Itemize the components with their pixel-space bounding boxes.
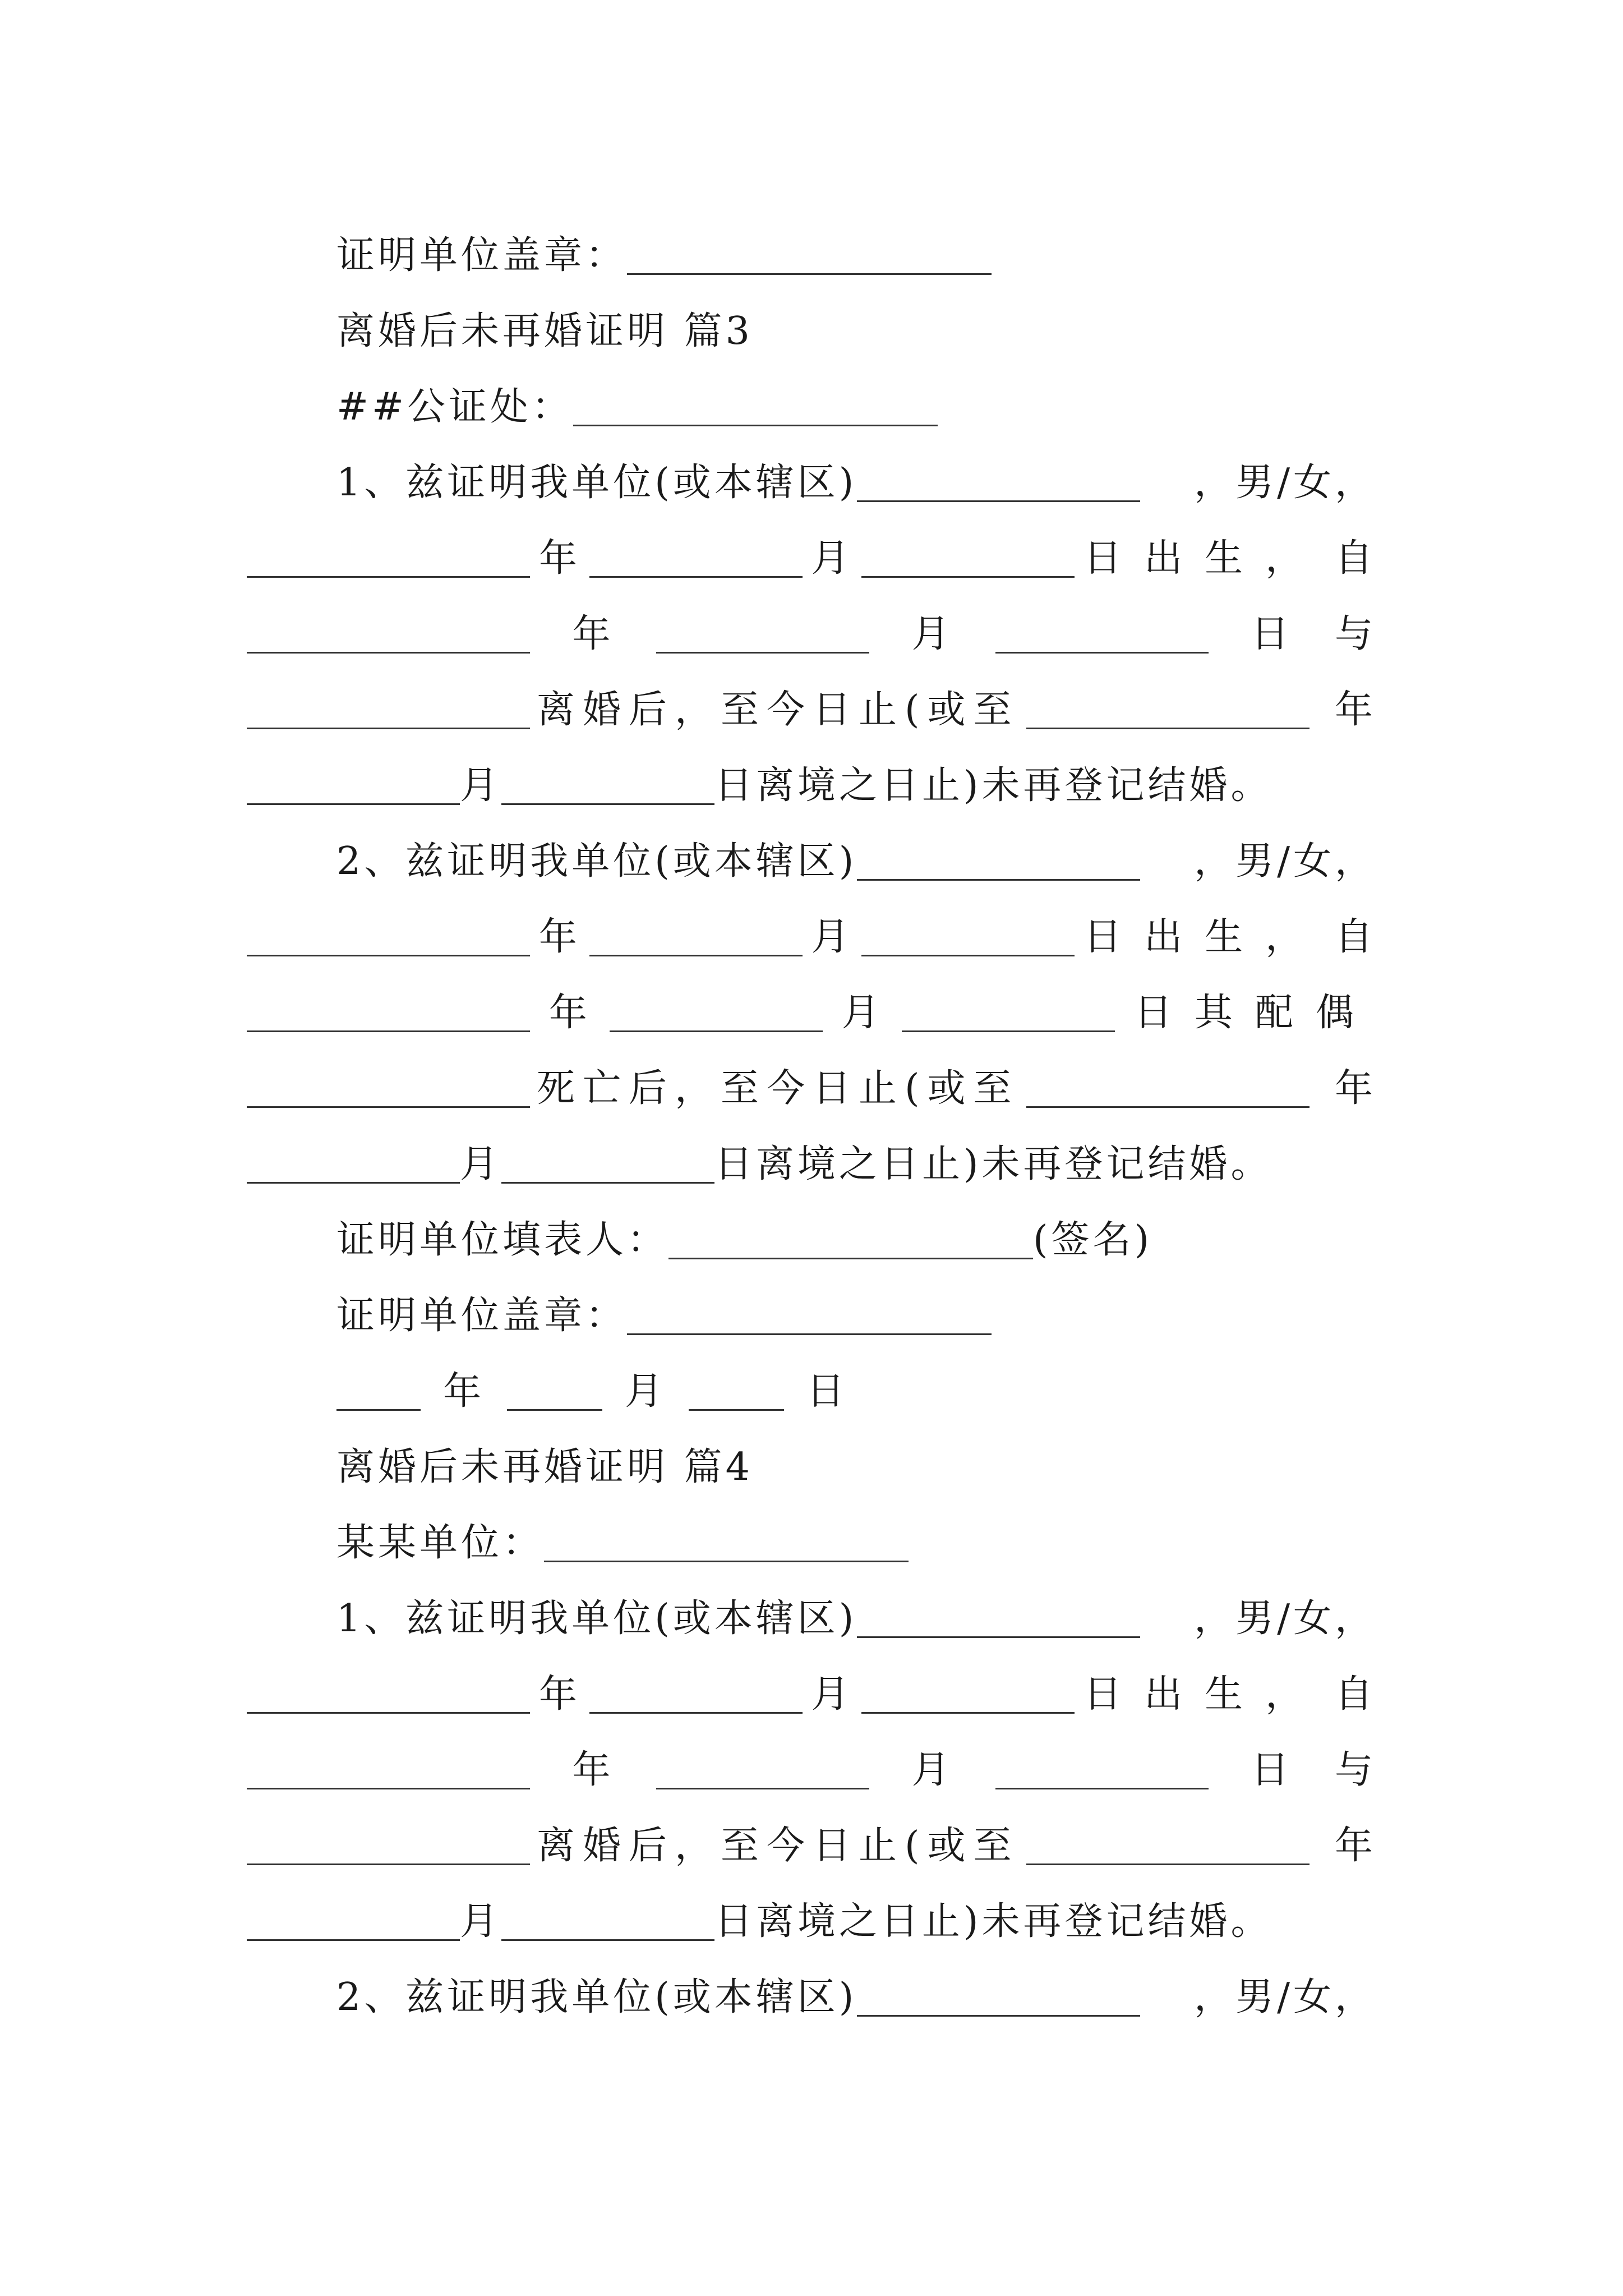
date-year-blank[interactable] bbox=[336, 1377, 421, 1411]
item1-line3 bbox=[247, 592, 1376, 654]
s4-item1-spouse-blank[interactable] bbox=[247, 1831, 530, 1865]
item1-gender: ，男/女， bbox=[1194, 461, 1376, 505]
s4-item1-with-label: 与 bbox=[1334, 1748, 1376, 1792]
item1-line5 bbox=[247, 743, 1376, 808]
item2-until-month-blank[interactable] bbox=[247, 1149, 460, 1184]
item1-line4 bbox=[247, 668, 1376, 732]
item1-month-label-2: 月 bbox=[911, 612, 953, 656]
s4-item1-name-blank[interactable] bbox=[857, 1604, 1140, 1638]
item1-intro: 1、兹证明我单位(或本辖区) bbox=[336, 461, 857, 505]
item2-death-day-blank[interactable] bbox=[902, 998, 1115, 1032]
s4-item1-line3 bbox=[247, 1728, 1376, 1792]
filler-blank[interactable] bbox=[668, 1225, 1033, 1259]
s4-item1-year-label-2: 年 bbox=[572, 1748, 614, 1792]
item2-line5 bbox=[247, 1122, 1376, 1184]
item2-nian-label: 年 bbox=[1334, 1066, 1376, 1111]
office-line bbox=[336, 365, 1376, 429]
item1-spouse-blank[interactable] bbox=[247, 695, 530, 729]
s4-item1-end-text: 日离境之日止)未再登记结婚。 bbox=[714, 1899, 1272, 1944]
date-day-label: 日 bbox=[806, 1369, 849, 1414]
s4-item2-line1 bbox=[336, 1955, 1376, 2017]
item2-birth-year-blank[interactable] bbox=[247, 922, 530, 956]
item1-end-text: 日离境之日止)未再登记结婚。 bbox=[714, 763, 1272, 808]
item1-div-year-blank[interactable] bbox=[247, 619, 530, 654]
item2-gender: ，男/女， bbox=[1194, 839, 1376, 884]
s4-item1-birth-month-blank[interactable] bbox=[589, 1680, 803, 1714]
s4-item1-day-label: 日 bbox=[1251, 1748, 1293, 1792]
s4-item1-month-label-2: 月 bbox=[911, 1748, 953, 1792]
item2-born-label: 日出生， bbox=[1083, 915, 1326, 959]
item1-line1 bbox=[336, 440, 1376, 505]
item2-line1 bbox=[336, 819, 1376, 884]
section4-title bbox=[336, 1425, 1376, 1487]
seal-line-2 bbox=[336, 1273, 1376, 1338]
item1-line2 bbox=[247, 516, 1376, 581]
filler-label: 证明单位填表人： bbox=[336, 1218, 669, 1262]
office-label: ##公证处： bbox=[336, 385, 573, 429]
s4-item1-line2 bbox=[247, 1652, 1376, 1717]
item2-until-day-blank[interactable] bbox=[501, 1149, 714, 1184]
item2-death-text: 死亡后，至今日止(或至 bbox=[537, 1066, 1020, 1111]
item2-death-year-blank[interactable] bbox=[247, 998, 530, 1032]
s4-item1-nian-label: 年 bbox=[1334, 1824, 1376, 1868]
item2-day-label: 日 bbox=[1134, 991, 1176, 1035]
date-day-blank[interactable] bbox=[689, 1377, 784, 1411]
item1-yue-label: 月 bbox=[460, 763, 502, 808]
item2-name-blank[interactable] bbox=[857, 846, 1140, 881]
item2-month-label-2: 月 bbox=[841, 991, 883, 1035]
s4-item1-div-month-blank[interactable] bbox=[656, 1755, 869, 1789]
s4-item2-intro: 2、兹证明我单位(或本辖区) bbox=[336, 1975, 857, 2019]
item1-birth-day-blank[interactable] bbox=[861, 544, 1075, 578]
item1-day-label: 日 bbox=[1251, 612, 1293, 656]
s4-item1-until-day-blank[interactable] bbox=[501, 1907, 714, 1941]
s4-item2-name-blank[interactable] bbox=[857, 1982, 1140, 2017]
section-title bbox=[336, 289, 1376, 351]
item1-year-label-2: 年 bbox=[572, 612, 614, 656]
date-month-label: 月 bbox=[625, 1369, 667, 1414]
seal-line bbox=[336, 213, 1376, 278]
s4-item1-birth-day-blank[interactable] bbox=[861, 1680, 1075, 1714]
item2-death-month-blank[interactable] bbox=[610, 998, 823, 1032]
item1-until-month-blank[interactable] bbox=[247, 771, 460, 805]
s4-item1-div-day-blank[interactable] bbox=[995, 1755, 1209, 1789]
s4-item2-gender: ，男/女， bbox=[1194, 1975, 1376, 2019]
item2-line3 bbox=[247, 970, 1376, 1035]
s4-item1-born-label: 日出生， bbox=[1083, 1672, 1326, 1717]
item2-until-year-blank[interactable] bbox=[1026, 1074, 1310, 1108]
item2-month-label: 月 bbox=[811, 915, 853, 959]
item2-line2 bbox=[247, 895, 1376, 959]
date-month-blank[interactable] bbox=[507, 1377, 602, 1411]
s4-item1-year-label: 年 bbox=[538, 1672, 580, 1717]
item1-year-label: 年 bbox=[538, 536, 580, 581]
item2-year-label: 年 bbox=[538, 915, 580, 959]
item2-spouse-label: 其配偶 bbox=[1194, 991, 1376, 1035]
s4-item1-line1 bbox=[336, 1576, 1376, 1641]
s4-item1-gender: ，男/女， bbox=[1194, 1596, 1376, 1641]
s4-item1-since-label: 自 bbox=[1334, 1672, 1376, 1717]
s4-item1-yue-label: 月 bbox=[460, 1899, 502, 1944]
s4-item1-div-year-blank[interactable] bbox=[247, 1755, 530, 1789]
item2-line4 bbox=[247, 1046, 1376, 1111]
item2-yue-label: 月 bbox=[460, 1142, 502, 1186]
item1-div-day-blank[interactable] bbox=[995, 619, 1209, 654]
item1-birth-year-blank[interactable] bbox=[247, 544, 530, 578]
item1-born-label: 日出生， bbox=[1083, 536, 1326, 581]
unit-blank[interactable] bbox=[544, 1528, 909, 1562]
item2-spouse-blank[interactable] bbox=[247, 1074, 530, 1108]
item2-year-label-2: 年 bbox=[548, 991, 591, 1035]
filler-line bbox=[336, 1198, 1376, 1262]
item1-birth-month-blank[interactable] bbox=[589, 544, 803, 578]
s4-item1-line4 bbox=[247, 1803, 1376, 1868]
item1-name-blank[interactable] bbox=[857, 468, 1140, 502]
item1-month-label: 月 bbox=[811, 536, 853, 581]
item1-div-month-blank[interactable] bbox=[656, 619, 869, 654]
item1-nian-label: 年 bbox=[1334, 688, 1376, 732]
item1-until-year-blank[interactable] bbox=[1026, 695, 1310, 729]
s4-item1-until-year-blank[interactable] bbox=[1026, 1831, 1310, 1865]
item2-birth-month-blank[interactable] bbox=[589, 922, 803, 956]
date-line bbox=[336, 1349, 1376, 1414]
item2-since-label: 自 bbox=[1334, 915, 1376, 959]
seal-blank[interactable] bbox=[627, 241, 992, 275]
item1-until-day-blank[interactable] bbox=[501, 771, 714, 805]
item1-with-label: 与 bbox=[1334, 612, 1376, 656]
seal-label-2: 证明单位盖章： bbox=[336, 1294, 628, 1338]
item1-since-label: 自 bbox=[1334, 536, 1376, 581]
item1-divorce-text: 离婚后，至今日止(或至 bbox=[537, 688, 1020, 732]
seal-blank-2[interactable] bbox=[627, 1301, 992, 1335]
unit-line bbox=[336, 1501, 1376, 1565]
item2-birth-day-blank[interactable] bbox=[861, 922, 1075, 956]
seal-label: 证明单位盖章： bbox=[336, 233, 628, 278]
sign-label: (签名) bbox=[1033, 1218, 1153, 1262]
unit-label: 某某单位： bbox=[336, 1521, 545, 1565]
s4-item1-divorce-text: 离婚后，至今日止(或至 bbox=[537, 1824, 1020, 1868]
s4-item1-birth-year-blank[interactable] bbox=[247, 1680, 530, 1714]
s4-item1-until-month-blank[interactable] bbox=[247, 1907, 460, 1941]
s4-item1-intro: 1、兹证明我单位(或本辖区) bbox=[336, 1596, 857, 1641]
s4-item1-month-label: 月 bbox=[811, 1672, 853, 1717]
section-title-text: 离婚后未再婚证明 篇3 bbox=[336, 309, 753, 353]
s4-item1-line5 bbox=[247, 1879, 1376, 1944]
office-blank[interactable] bbox=[573, 392, 938, 426]
item2-end-text: 日离境之日止)未再登记结婚。 bbox=[714, 1142, 1272, 1186]
date-year-label: 年 bbox=[443, 1369, 485, 1414]
item2-intro: 2、兹证明我单位(或本辖区) bbox=[336, 839, 857, 884]
section4-title-text: 离婚后未再婚证明 篇4 bbox=[336, 1445, 753, 1489]
